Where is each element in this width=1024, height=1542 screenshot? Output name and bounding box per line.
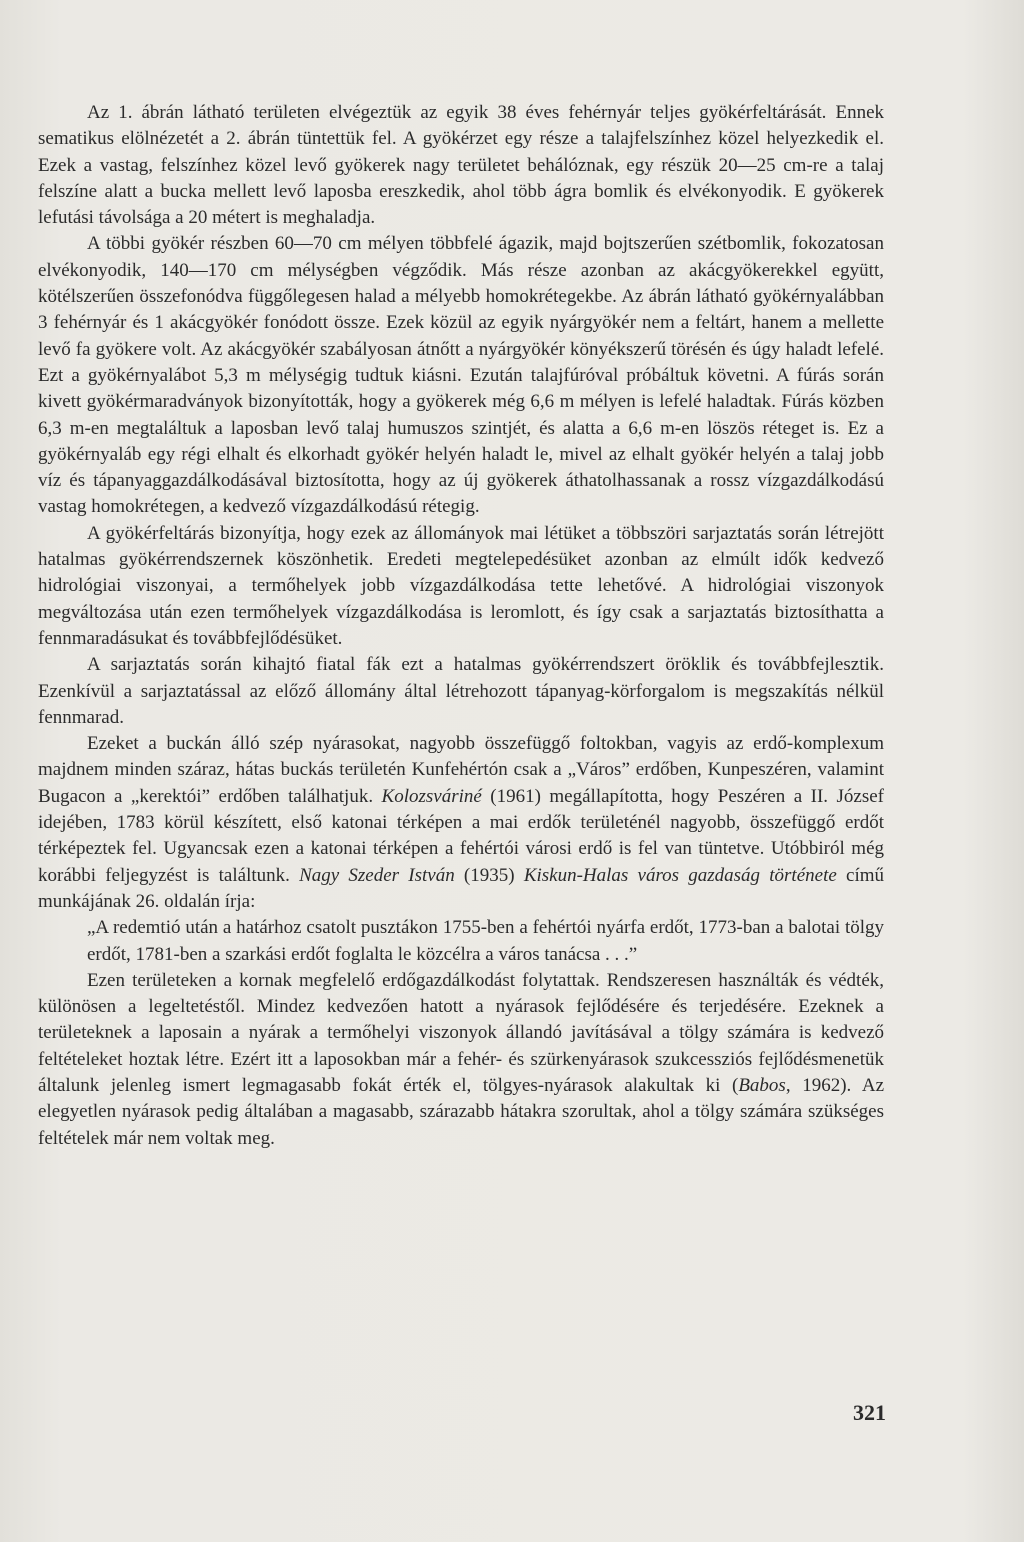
quote-paragraph (38, 915, 884, 968)
italic-text: Babos (738, 1074, 786, 1096)
text-run: Ezen területeken a kornak megfelelő erdőgazdálkodást folytattak. Rendszeresen használták és védték, különösen a legeltetéstől. Mindez kedvezően hatott a nyárasok fejlődésére és terjedésére. Ezeknek a területeknek a laposain a nyárak a termőhelyi viszonyok állandó javításával a tölgy számára is kedvező feltételeket hoztak létre. Ezért itt a laposokban már a fehér- és szürkenyárasok szukcessziós fejlődésmenetük általunk jelenleg ismert legmagasabb fokát érték el, tölgyes-nyárasok alakultak ki ( (38, 969, 884, 1096)
text-run: című munkájának 26. oldalán írja: (38, 864, 885, 912)
italic-text: Kolozsváriné (381, 785, 482, 807)
page-number: 321 (853, 1400, 886, 1425)
text-run: A többi gyökér részben 60—70 cm mélyen többfelé ágazik, majd bojtszerűen szétbomlik, fokozatosan elvékonyodik, 140—170 cm mélységben végződik. Más része azonban az akácgyökerekkel együtt, kötélszerűen összefonódva függőlegesen halad a mélyebb homokrétegekbe. Az ábrán látható gyökérnyalábban 3 fehérnyár és 1 akácgyökér fonódott össze. Ezek közül az egyik nyárgyökér nem a feltárt, hanem a mellette levő fa gyökere volt. Az akácgyökér szabályosan átnőtt a nyárgyökér könyékszerű törésén és úgy haladt lefelé. Ezt a gyökérnyalábot 5,3 m mélységig tudtuk kiásni. Ezután talajfúróval próbáltuk követni. A fúrás során kivett gyökérmaradványok bizonyították, hogy a gyökerek még 6,6 m mélyen is lefelé haladtak. Fúrás közben 6,3 m-en megtaláltuk a laposban levő talaj humuszos szintjét, és alatta a 6,6 m-en löszös réteget is. Ez a gyökérnyaláb egy régi elhalt és elkorhadt gyökér helyén haladt le, mivel az elhalt gyökér helyén a talaj jobb víz és tápanyaggazdálkodásával biztosította, hogy az új gyökerek áthatolhassanak a rossz vízgazdálkodású vastag homokrétegen, a kedvező vízgazdálkodású rétegig. (38, 233, 884, 518)
text-run: , 1962). Az elegyetlen nyárasok pedig általában a magasabb, szárazabb hátakra szorultak, ahol a tölgy számára szükséges feltételek már nem voltak meg. (38, 1074, 885, 1149)
italic-text: Kiskun-Halas város gazdaság története (523, 864, 837, 886)
text-run: Ezeket a buckán álló szép nyárasokat, nagyobb összefüggő foltokban, vagyis az erdő-komplexum majdnem minden száraz, hátas buckás területén Kunfehértón csak a „Város” erdőben, Kunpeszéren, valamint Bugacon a „kerektói” erdőben találhatjuk. (38, 733, 884, 807)
text-run: (1935) (454, 864, 524, 886)
text-run: Az 1. ábrán látható területen elvégeztük az egyik 38 éves fehérnyár teljes gyökérfeltárását. Ennek sematikus elölnézetét a 2. ábrán tüntettük fel. A gyökérzet egy része a talajfelszínhez közel helyezkedik el. Ezek a vastag, felszínhez közel levő gyökerek nagy területet behálóznak, egy részük 20—25 cm-re a talaj felszíne alatt a bucka mellett levő laposba ereszkedik, ahol több ágra bomlik és elvékonyodik. E gyökerek lefutási távolsága a 20 métert is meghaladja. (38, 102, 884, 229)
text-run: (1961) megállapította, hogy Peszéren a II. József idejében, 1783 körül készített, első katonai térképen a mai erdők területénél nagyobb, összefüggő erdőt térképeztek fel. Ugyancsak ezen a katonai térképen a fehértói városi erdő is fel van tüntetve. Utóbbiról még korábbi feljegyzést is találtunk. (38, 785, 884, 886)
paragraph (38, 652, 884, 731)
paragraph (38, 968, 884, 1152)
body-text (38, 100, 884, 1152)
paragraph (38, 100, 884, 231)
text-run: „A redemtió után a határhoz csatolt pusztákon 1755-ben a fehértói nyárfa erdőt, 1773-ban a balotai tölgy erdőt, 1781-ben a szarkási erdőt foglalta le közcélra a város tanácsa . . .” (87, 917, 884, 965)
paragraph (38, 731, 884, 915)
text-run: A sarjaztatás során kihajtó fiatal fák ezt a hatalmas gyökérrendszert öröklik és továbbfejlesztik. Ezenkívül a sarjaztatással az előző állomány által létrehozott tápanyag-körforgalom is megszakítás nélkül fennmarad. (38, 654, 884, 728)
text-run: A gyökérfeltárás bizonyítja, hogy ezek az állományok mai létüket a többszöri sarjaztatás során létrejött hatalmas gyökérrendszernek köszönhetik. Eredeti megtelepedésüket azonban az elmúlt idők kedvező hidrológiai viszonyai, a termőhelyek jobb vízgazdálkodása tette lehetővé. A hidrológiai viszonyok megváltozása után ezen termőhelyek vízgazdálkodása is leromlott, és így csak a sarjaztatás biztosíthatta a fennmaradásukat és továbbfejlődésüket. (38, 522, 884, 649)
paragraph (38, 521, 884, 652)
paragraph (38, 231, 884, 520)
italic-text: Nagy Szeder István (299, 864, 455, 886)
